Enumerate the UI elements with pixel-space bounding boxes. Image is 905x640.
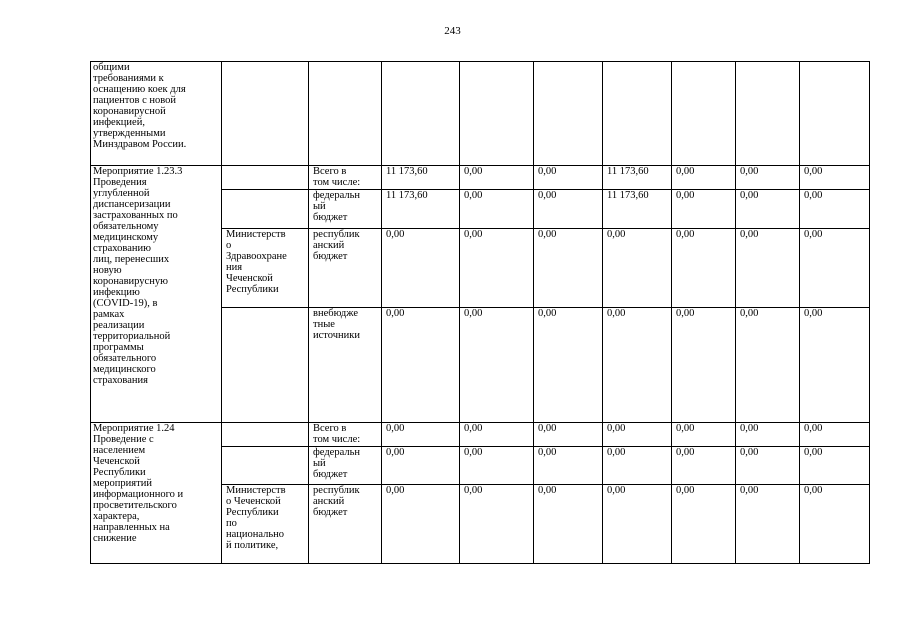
- value-cell: 0,00: [534, 423, 603, 447]
- value-cell: 0,00: [534, 190, 603, 229]
- value-cell: 0,00: [603, 308, 672, 423]
- value-cell: 0,00: [800, 229, 870, 308]
- executor: Министерств о Здравоохране ния Чеченской Республики: [222, 229, 309, 308]
- table-row: [91, 62, 870, 166]
- value-cell: 0,00: [800, 308, 870, 423]
- value-cell: 0,00: [382, 447, 460, 485]
- funding-source: Всего в том числе:: [309, 423, 382, 447]
- value-cell: 0,00: [800, 166, 870, 190]
- empty-cell: [222, 62, 309, 166]
- funding-source: федеральн ый бюджет: [309, 190, 382, 229]
- value-cell: 0,00: [382, 229, 460, 308]
- value-cell: 0,00: [736, 485, 800, 564]
- value-cell: 0,00: [460, 229, 534, 308]
- budget-table: [90, 61, 870, 564]
- value-cell: 0,00: [603, 447, 672, 485]
- measure-description-continued: общими требованиями к оснащению коек для пациентов с новой коронавирусной инфекцией, утвержденными Минздравом России.: [91, 62, 222, 166]
- value-cell: 0,00: [534, 447, 603, 485]
- empty-cell: [534, 62, 603, 166]
- value-cell: 0,00: [736, 166, 800, 190]
- empty-cell: [603, 62, 672, 166]
- value-cell: 0,00: [800, 423, 870, 447]
- empty-cell: [222, 190, 309, 229]
- empty-cell: [222, 308, 309, 423]
- funding-source: федеральн ый бюджет: [309, 447, 382, 485]
- value-cell: 0,00: [736, 229, 800, 308]
- empty-cell: [460, 62, 534, 166]
- value-cell: 0,00: [672, 485, 736, 564]
- empty-cell: [222, 166, 309, 190]
- table-row: [91, 166, 870, 190]
- empty-cell: [672, 62, 736, 166]
- empty-cell: [222, 447, 309, 485]
- value-cell: 0,00: [603, 423, 672, 447]
- value-cell: 11 173,60: [603, 166, 672, 190]
- page-number: 243: [444, 25, 461, 37]
- value-cell: 0,00: [672, 166, 736, 190]
- value-cell: 0,00: [534, 485, 603, 564]
- value-cell: 11 173,60: [603, 190, 672, 229]
- value-cell: 0,00: [672, 229, 736, 308]
- measure-title: Мероприятие 1.23.3 Проведения углубленной диспансеризации застрахованных по обязательному медицинскому страхованию лиц, перенесших новую коронавирусную инфекцию (COVID-19), в рамках реализации территориальной программы обязательного медицинского страхования: [91, 166, 222, 423]
- value-cell: 0,00: [534, 166, 603, 190]
- value-cell: 0,00: [382, 308, 460, 423]
- empty-cell: [800, 62, 870, 166]
- value-cell: 0,00: [382, 485, 460, 564]
- value-cell: 0,00: [672, 190, 736, 229]
- value-cell: 0,00: [460, 423, 534, 447]
- funding-source: республик анский бюджет: [309, 485, 382, 564]
- value-cell: 11 173,60: [382, 166, 460, 190]
- value-cell: 0,00: [736, 190, 800, 229]
- empty-cell: [222, 423, 309, 447]
- executor: Министерств о Чеченской Республики по национально й политике,: [222, 485, 309, 564]
- value-cell: 0,00: [460, 447, 534, 485]
- funding-source: Всего в том числе:: [309, 166, 382, 190]
- value-cell: 0,00: [672, 423, 736, 447]
- funding-source: внебюдже тные источники: [309, 308, 382, 423]
- value-cell: 0,00: [460, 166, 534, 190]
- empty-cell: [736, 62, 800, 166]
- value-cell: 0,00: [736, 308, 800, 423]
- value-cell: 0,00: [800, 485, 870, 564]
- value-cell: 0,00: [382, 423, 460, 447]
- value-cell: 0,00: [736, 423, 800, 447]
- value-cell: 0,00: [534, 229, 603, 308]
- empty-cell: [309, 62, 382, 166]
- value-cell: 11 173,60: [382, 190, 460, 229]
- value-cell: 0,00: [672, 308, 736, 423]
- empty-cell: [382, 62, 460, 166]
- value-cell: 0,00: [672, 447, 736, 485]
- value-cell: 0,00: [460, 308, 534, 423]
- value-cell: 0,00: [460, 190, 534, 229]
- table-row: [91, 423, 870, 447]
- value-cell: 0,00: [800, 447, 870, 485]
- value-cell: 0,00: [800, 190, 870, 229]
- value-cell: 0,00: [736, 447, 800, 485]
- value-cell: 0,00: [534, 308, 603, 423]
- value-cell: 0,00: [460, 485, 534, 564]
- funding-source: республик анский бюджет: [309, 229, 382, 308]
- value-cell: 0,00: [603, 229, 672, 308]
- value-cell: 0,00: [603, 485, 672, 564]
- measure-title: Мероприятие 1.24 Проведение с населением Чеченской Республики мероприятий информационного и просветительского характера, направленных на снижение: [91, 423, 222, 564]
